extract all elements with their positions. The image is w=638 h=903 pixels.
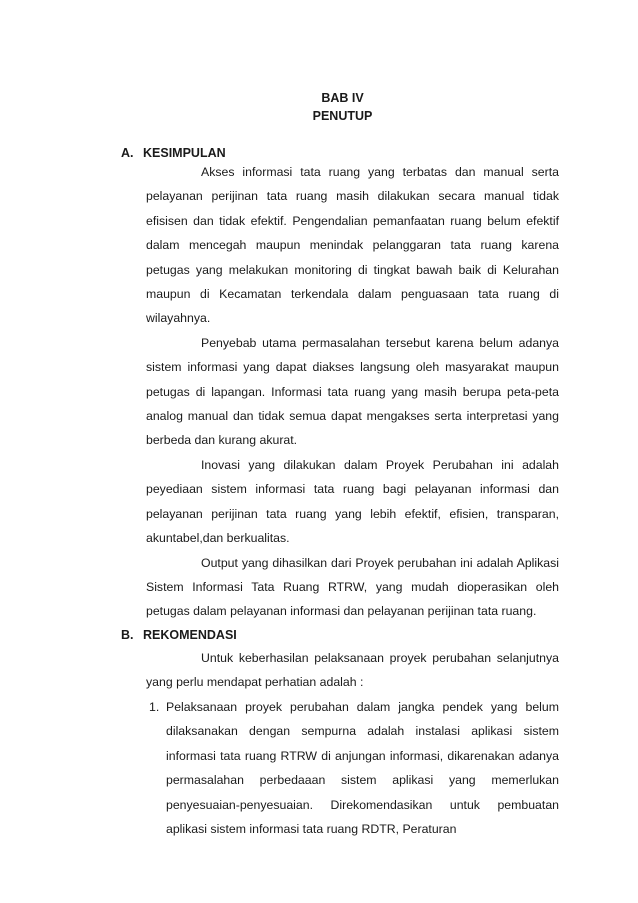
chapter-title: PENUTUP	[312, 109, 373, 123]
section-b-title: REKOMENDASI	[143, 628, 237, 642]
paragraph: Penyebab utama permasalahan tersebut karena belum adanya sistem informasi yang dapat diakses langsung oleh masyarakat maupun petugas di lapangan. Informasi tata ruang yang masih berupa peta-peta analog manual dan tidak semua dapat mengakses serta interpretasi yang berbeda dan kurang akurat.	[146, 335, 559, 448]
section-b-heading	[121, 628, 237, 642]
list-number: 1.	[149, 700, 160, 714]
list-item	[146, 695, 559, 841]
chapter-number: BAB IV	[321, 91, 364, 105]
section-b-letter: B.	[121, 628, 134, 642]
paragraph: Inovasi yang dilakukan dalam Proyek Perubahan ini adalah peyediaan sistem informasi tata ruang bagi pelayanan informasi dan pelayanan perijinan tata ruang yang lebih efektif, efisien, transparan, akuntabel,dan berkualitas.	[146, 457, 559, 546]
section-a-title: KESIMPULAN	[143, 146, 226, 160]
recommendation-list	[146, 695, 559, 841]
section-b-intro	[146, 646, 559, 695]
paragraph: Akses informasi tata ruang yang terbatas dan manual serta pelayanan perijinan tata ruang masih dilakukan secara manual tidak efisisen dan tidak efektif. Pengendalian pemanfaatan ruang belum efektif dalam mencegah maupun menindak pelanggaran tata ruang karena petugas yang melakukan monitoring di tingkat bawah baik di Kelurahan maupun di Kecamatan terkendala dalam penguasaan tata ruang di wilayahnya.	[146, 165, 559, 326]
section-a-letter: A.	[121, 146, 134, 160]
section-a-body	[146, 160, 559, 624]
chapter-titles	[0, 89, 638, 125]
paragraph: Untuk keberhasilan pelaksanaan proyek perubahan selanjutnya yang perlu mendapat perhatian adalah :	[146, 651, 559, 690]
paragraph: Output yang dihasilkan dari Proyek perubahan ini adalah Aplikasi Sistem Informasi Tata Ruang RTRW, yang mudah dioperasikan oleh petugas dalam pelayanan informasi dan pelayanan perijinan tata ruang.	[146, 555, 559, 619]
list-text: Pelaksanaan proyek perubahan dalam jangka pendek yang belum dilaksanakan dengan sempurna adalah instalasi aplikasi sistem informasi tata ruang RTRW di anjungan informasi, dikarenakan adanya permasalahan perbedaaan sistem aplikasi yang memerlukan penyesuaian-penyesuaian. Direkomendasikan untuk pembuatan aplikasi sistem informasi tata ruang RDTR, Peraturan	[166, 700, 559, 837]
section-a-heading	[121, 146, 226, 160]
